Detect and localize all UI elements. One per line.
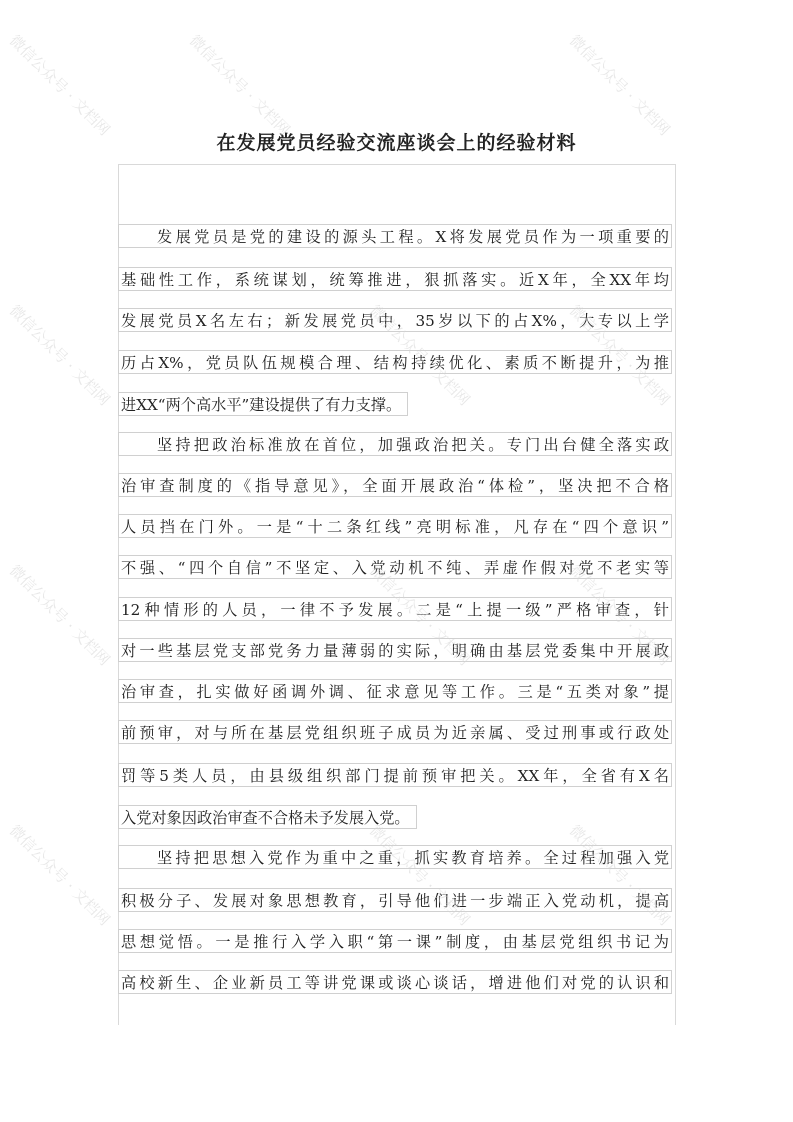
text-line: 前预审，对与所在基层党组织班子成员为近亲属、受过刑事或行政处 xyxy=(118,720,672,744)
text-line: 积极分子、发展对象思想教育，引导他们进一步端正入党动机，提高 xyxy=(118,888,672,912)
text-line: 不强、“四个自信”不坚定、入党动机不纯、弄虚作假对党不老实等 xyxy=(118,555,672,579)
watermark: 微信公众号 · 文档网 xyxy=(185,31,294,140)
text-line: 治审查制度的《指导意见》，全面开展政治“体检”，坚决把不合格 xyxy=(118,473,672,497)
text-line: 坚持把政治标准放在首位，加强政治把关。专门出台健全落实政 xyxy=(118,432,672,456)
text-line: 人员挡在门外。一是“十二条红线”亮明标准，凡存在“四个意识” xyxy=(118,514,672,538)
watermark: 微信公众号 · 文档网 xyxy=(5,561,114,670)
text-line: 基础性工作，系统谋划，统筹推进，狠抓落实。近X年，全XX年均 xyxy=(118,267,672,291)
watermark: 微信公众号 · 文档网 xyxy=(565,561,674,670)
watermark: 微信公众号 · 文档网 xyxy=(565,821,674,930)
text-line: 思想觉悟。一是推行入学入职“第一课”制度，由基层党组织书记为 xyxy=(118,929,672,953)
text-line: 罚等5类人员，由县级组织部门提前预审把关。XX年，全省有X名 xyxy=(118,763,672,787)
text-line: 治审查，扎实做好函调外调、征求意见等工作。三是“五类对象”提 xyxy=(118,679,672,703)
text-line: 发展党员是党的建设的源头工程。X将发展党员作为一项重要的 xyxy=(118,224,672,248)
text-line: 入党对象因政治审查不合格未予发展入党。 xyxy=(118,805,417,829)
watermark: 微信公众号 · 文档网 xyxy=(565,301,674,410)
watermark: 微信公众号 · 文档网 xyxy=(365,301,474,410)
watermark: 微信公众号 · 文档网 xyxy=(565,31,674,140)
watermark: 微信公众号 · 文档网 xyxy=(5,821,114,930)
watermark: 微信公众号 · 文档网 xyxy=(5,301,114,410)
watermark: 微信公众号 · 文档网 xyxy=(365,821,474,930)
text-line: 历占X%，党员队伍规模合理、结构持续优化、素质不断提升，为推 xyxy=(118,350,672,374)
watermark: 微信公众号 · 文档网 xyxy=(365,561,474,670)
text-line: 12种情形的人员，一律不予发展。二是“上提一级”严格审查，针 xyxy=(118,597,672,621)
text-line: 高校新生、企业新员工等讲党课或谈心谈话，增进他们对党的认识和 xyxy=(118,970,672,994)
text-line: 进XX“两个高水平”建设提供了有力支撑。 xyxy=(118,392,408,416)
watermark: 微信公众号 · 文档网 xyxy=(5,31,114,140)
document-title: 在发展党员经验交流座谈会上的经验材料 xyxy=(216,132,577,154)
text-line: 坚持把思想入党作为重中之重，抓实教育培养。全过程加强入党 xyxy=(118,845,672,869)
text-line: 发展党员X名左右；新发展党员中，35岁以下的占X%，大专以上学 xyxy=(118,308,672,332)
text-line: 对一些基层党支部党务力量薄弱的实际，明确由基层党委集中开展政 xyxy=(118,638,672,662)
